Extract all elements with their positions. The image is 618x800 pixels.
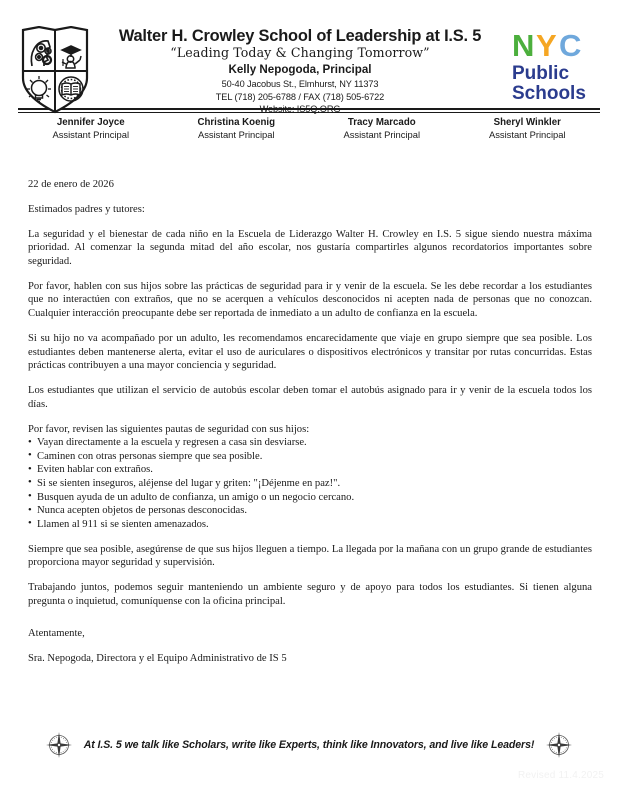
assistant-principal-2 xyxy=(164,116,310,142)
letterhead xyxy=(0,0,618,114)
ap-name: Tracy Marcado xyxy=(347,116,416,128)
footer xyxy=(0,708,618,800)
nyc-public-schools-logo-icon xyxy=(512,26,604,110)
letter-date: 22 de enero de 2026 xyxy=(28,178,114,190)
ap-name: Jennifer Joyce xyxy=(56,116,125,128)
assistant-principal-1 xyxy=(18,116,164,142)
list-item: • Si se sienten inseguros, aléjense del lugar y griten: "¡Déjenme en paz!". xyxy=(28,477,592,491)
ap-name: Christina Koenig xyxy=(197,116,275,128)
ap-role: Assistant Principal xyxy=(488,128,566,140)
footer-motto-text: At I.S. 5 we talk like Scholars, write like Experts, think like Innovators, and live like Leaders! xyxy=(83,739,535,751)
school-motto: “Leading Today & Changing Tomorrow” xyxy=(170,45,430,61)
list-item: • Busquen ayuda de un adulto de confianza, un amigo o un negocio cercano. xyxy=(28,491,592,505)
letter-body xyxy=(0,178,618,666)
letter-paragraph-5: Siempre que sea posible, asegúrense de que sus hijos lleguen a tiempo. La llegada por la mañana con un grupo grande de estudiantes proporciona mayor seguridad y supervisión. xyxy=(28,543,592,569)
letter-paragraph-6: Trabajando juntos, podemos seguir manteniendo un ambiente seguro y de apoyo para todos los estudiantes. Si tienen alguna pregunta o inquietud, comuníquense con la oficina principal. xyxy=(28,582,592,607)
letter-paragraph-3: Si su hijo no va acompañado por un adulto, les recomendamos encarecidamente que viaje en grupo siempre que sea posible. Los estudiantes deben mantenerse alerta, evitar el uso de auriculares o dispositivos electrónicos y transitar por rutas concurridas. Estas prácticas contribuyen a una mayor conciencia y seguridad. xyxy=(28,333,592,372)
school-website: Website: IS5Q.ORG xyxy=(259,103,341,114)
list-item: • Nunca acepten objetos de personas desconocidas. xyxy=(28,504,592,518)
letter-closing: Atentamente, xyxy=(28,627,85,639)
assistant-principal-3 xyxy=(309,116,455,142)
revised-stamp: Revised 11.4.2025 xyxy=(517,770,604,781)
principal-name: Kelly Nepogoda, Principal xyxy=(228,62,372,76)
list-item: • Caminen con otras personas siempre que sea posible. xyxy=(28,450,592,464)
school-crest-icon xyxy=(18,26,92,114)
ap-role: Assistant Principal xyxy=(197,128,275,140)
compass-rose-icon-right xyxy=(544,730,574,760)
ap-role: Assistant Principal xyxy=(52,128,130,140)
svg-text:N: N xyxy=(512,28,534,63)
letter-paragraph-2: Por favor, hablen con sus hijos sobre las prácticas de seguridad para ir y venir de la escuela. Se les debe recordar a los estudiantes que no interactúen con extraños, que no se acerquen a vehículos desconocidos ni acepten nada de personas que no conozcan. Cualquier interacción preocupante debe ser reportada de inmediato a un adulto de confianza en la escuela. xyxy=(28,280,592,319)
school-phone-fax: TEL (718) 205-6788 / FAX (718) 505-6722 xyxy=(215,91,385,102)
list-item: • Vayan directamente a la escuela y regresen a casa sin desviarse. xyxy=(28,436,592,450)
svg-text:Public: Public xyxy=(512,63,570,84)
letter-paragraph-1: La seguridad y el bienestar de cada niño en la Escuela de Liderazgo Walter H. Crowley en I.S. 5 sigue siendo nuestra máxima prioridad. Al comenzar la segunda mitad del año escolar, nos gustaría compartirles algunos recordatorios importantes sobre seguridad. xyxy=(28,228,592,267)
ap-name: Sheryl Winkler xyxy=(493,116,561,128)
school-address: 50-40 Jacobus St., Elmhurst, NY 11373 xyxy=(221,79,379,90)
letter-salutation: Estimados padres y tutores: xyxy=(28,203,145,215)
assistant-principals-row xyxy=(0,113,618,142)
header-text-block xyxy=(92,24,508,115)
svg-text:C: C xyxy=(559,28,581,63)
letter-paragraph-4: Los estudiantes que utilizan el servicio de autobús escolar deben tomar el autobús asignado para ir y venir de la escuela todos los días. xyxy=(28,385,592,410)
safety-guidelines-list xyxy=(28,436,592,531)
signature-spacer xyxy=(28,620,592,627)
letter-signature: Sra. Nepogoda, Directora y el Equipo Administrativo de IS 5 xyxy=(28,652,287,664)
ap-role: Assistant Principal xyxy=(343,128,421,140)
list-item: • Llamen al 911 si se sienten amenazados. xyxy=(28,518,592,532)
footer-motto-row xyxy=(0,730,618,760)
list-item: • Eviten hablar con extraños. xyxy=(28,463,592,477)
school-title: Walter H. Crowley School of Leadership at I.S. 5 xyxy=(118,27,482,45)
guidelines-intro: Por favor, revisen las siguientes pautas de seguridad con sus hijos: xyxy=(28,423,310,435)
assistant-principal-4 xyxy=(455,116,601,142)
svg-text:Schools: Schools xyxy=(512,83,586,104)
compass-rose-icon-left xyxy=(44,730,74,760)
svg-text:Y: Y xyxy=(536,28,556,63)
